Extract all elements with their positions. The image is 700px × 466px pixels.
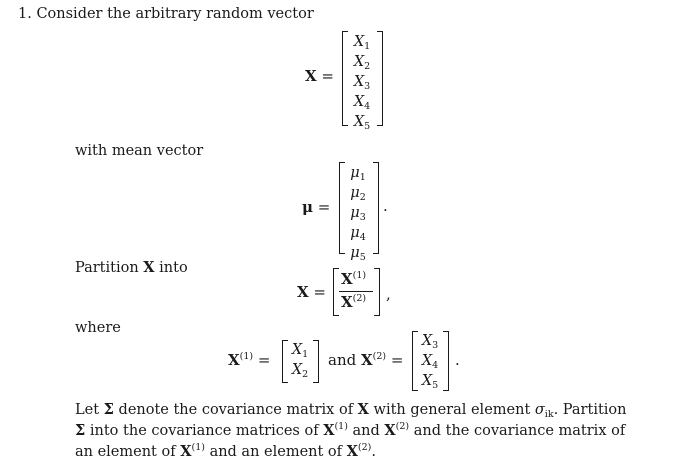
mu-right-bracket bbox=[373, 162, 379, 254]
x2-lhs: and $X^{(2)}$ = bbox=[328, 351, 404, 369]
mu-entry-2: $\mu_2$ bbox=[350, 185, 366, 203]
partition-x-symbol: X bbox=[143, 259, 155, 276]
problem-number: 1. bbox=[18, 6, 32, 22]
x-entry-5: $X_5$ bbox=[353, 114, 371, 132]
mu-symbol: μ bbox=[302, 198, 313, 216]
where-label: where bbox=[75, 320, 121, 336]
x-entry-1: $X_1$ bbox=[353, 34, 371, 52]
x1-entry-2: $X_2$ bbox=[291, 362, 309, 380]
equals-sign-mu: = bbox=[317, 198, 331, 216]
x2-entries bbox=[418, 332, 442, 392]
mu-entry-1: $\mu_1$ bbox=[350, 165, 366, 183]
x-entry-3: $X_3$ bbox=[353, 74, 371, 92]
x-symbol-partition: X bbox=[297, 283, 309, 301]
x1-entry-1: $X_1$ bbox=[291, 342, 309, 360]
x-symbol: X bbox=[305, 67, 317, 85]
partition-left-bracket bbox=[333, 268, 339, 316]
partition-comma: , bbox=[386, 285, 391, 303]
x-right-bracket bbox=[377, 31, 383, 126]
x2-entry-2: $X_4$ bbox=[421, 353, 439, 371]
x-vector-lhs bbox=[305, 67, 334, 85]
mu-entry-4: $\mu_4$ bbox=[350, 225, 366, 243]
mu-period: . bbox=[383, 197, 388, 215]
x-vector-entries bbox=[348, 33, 376, 133]
mu-vector-entries bbox=[345, 164, 371, 264]
equals-sign: = bbox=[321, 67, 334, 85]
mu-entry-3: $\mu_3$ bbox=[350, 205, 366, 223]
partition-prefix: Partition bbox=[75, 260, 139, 276]
x2-entry-3: $X_5$ bbox=[421, 373, 439, 391]
mu-vector-lhs bbox=[302, 198, 330, 216]
x2-period: . bbox=[455, 351, 460, 369]
final-paragraph: Let Σ denote the covariance matrix of X with general element $\sigma_{ik}$. Partition Σ into the covariance matrices of $X^{(1)}$ and $X^{(2)}$ and the covariance matrix of an element of $X^{(1)}$ and an element of $X^{(2)}$. bbox=[75, 401, 627, 460]
partition-right-bracket bbox=[374, 268, 380, 316]
x1-lhs: $X^{(1)}$ = bbox=[228, 351, 271, 369]
problem-intro: Consider the arbitrary random vector bbox=[36, 6, 314, 22]
x-entry-2: $X_2$ bbox=[353, 54, 371, 72]
and-word: and bbox=[328, 351, 357, 369]
partition-block-2: $X^{(2)}$ bbox=[341, 293, 367, 311]
mu-entry-5: $\mu_5$ bbox=[350, 245, 366, 263]
x-entry-4: $X_4$ bbox=[353, 94, 371, 112]
partition-divider bbox=[339, 291, 373, 292]
mean-intro: with mean vector bbox=[75, 143, 204, 159]
x2-entry-1: $X_3$ bbox=[421, 333, 439, 351]
partition-intro bbox=[75, 259, 188, 276]
partition-suffix: into bbox=[159, 260, 188, 276]
partition-block-1: $X^{(1)}$ bbox=[341, 270, 367, 288]
partition-lhs bbox=[297, 283, 326, 301]
x1-right-bracket bbox=[313, 340, 319, 383]
equals-sign-partition: = bbox=[313, 283, 326, 301]
x2-right-bracket bbox=[443, 331, 449, 391]
x1-entries bbox=[288, 341, 312, 381]
problem-statement bbox=[18, 6, 314, 22]
